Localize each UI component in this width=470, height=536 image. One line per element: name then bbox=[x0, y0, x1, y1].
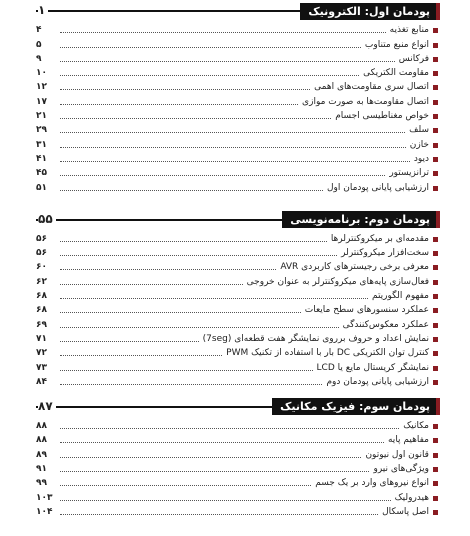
entry-page-number: ۱۲ bbox=[36, 82, 47, 93]
entry-title: معرفی برخی رجیسترهای کاربردی AVR bbox=[280, 262, 429, 273]
section-item-list bbox=[36, 418, 440, 518]
square-bullet-icon bbox=[433, 467, 438, 472]
toc-entry[interactable] bbox=[36, 288, 440, 302]
dot-leader bbox=[60, 514, 378, 515]
section-title: پودمان اول: الکترونیک bbox=[300, 3, 440, 20]
entry-title: خواص مغناطیسی اجسام bbox=[335, 111, 429, 122]
toc-entry[interactable] bbox=[36, 36, 440, 50]
section-title: پودمان سوم: فیزیک مکانیک bbox=[272, 398, 440, 415]
entry-title: ارزشیابی پایانی پودمان دوم bbox=[326, 376, 429, 387]
square-bullet-icon bbox=[433, 280, 438, 285]
entry-page-number: ۶۰ bbox=[36, 262, 47, 273]
entry-title: مکانیک bbox=[403, 421, 429, 432]
entry-page-number: ۵۱ bbox=[36, 182, 47, 193]
section-page-number: ۵۵ bbox=[38, 212, 56, 227]
dot-leader bbox=[60, 255, 337, 256]
square-bullet-icon bbox=[433, 143, 438, 148]
dot-leader bbox=[60, 384, 322, 385]
entry-title: نمایش اعداد و حروف برروی نمایشگر هفت قطعه‌ای (7seg) bbox=[202, 333, 429, 344]
toc-entry[interactable] bbox=[36, 489, 440, 503]
toc-entry[interactable] bbox=[36, 65, 440, 79]
toc-section bbox=[36, 211, 440, 388]
entry-page-number: ۸۸ bbox=[36, 435, 47, 446]
square-bullet-icon bbox=[433, 237, 438, 242]
dot-leader bbox=[60, 355, 222, 356]
toc-entry[interactable] bbox=[36, 179, 440, 193]
square-bullet-icon bbox=[433, 380, 438, 385]
square-bullet-icon bbox=[433, 351, 438, 356]
entry-title: سلف bbox=[409, 125, 429, 136]
dot-leader bbox=[60, 61, 395, 62]
dot-leader bbox=[60, 471, 369, 472]
entry-title: اتصال مقاومت‌ها به صورت موازی bbox=[302, 96, 429, 107]
entry-page-number: ۱۰۳ bbox=[36, 492, 53, 503]
square-bullet-icon bbox=[433, 366, 438, 371]
square-bullet-icon bbox=[433, 71, 438, 76]
toc-entry[interactable] bbox=[36, 504, 440, 518]
dot-leader bbox=[60, 485, 311, 486]
square-bullet-icon bbox=[433, 510, 438, 515]
toc-entry[interactable] bbox=[36, 446, 440, 460]
entry-title: سخت‌افزار میکروکنترلر bbox=[341, 248, 429, 259]
dot-leader bbox=[60, 118, 331, 119]
square-bullet-icon bbox=[433, 337, 438, 342]
entry-page-number: ۵۶ bbox=[36, 248, 47, 259]
square-bullet-icon bbox=[433, 43, 438, 48]
toc-entry[interactable] bbox=[36, 374, 440, 388]
toc-entry[interactable] bbox=[36, 359, 440, 373]
toc-entry[interactable] bbox=[36, 165, 440, 179]
toc-entry[interactable] bbox=[36, 22, 440, 36]
square-bullet-icon bbox=[433, 481, 438, 486]
section-title: پودمان دوم: برنامه‌نویسی bbox=[282, 211, 440, 228]
entry-title: انواع نیروهای وارد بر یک جسم bbox=[315, 478, 429, 489]
entry-page-number: ۱۰ bbox=[36, 68, 47, 79]
square-bullet-icon bbox=[433, 114, 438, 119]
entry-page-number: ۵ bbox=[36, 39, 42, 50]
entry-page-number: ۲۹ bbox=[36, 125, 47, 136]
entry-title: فرکانس bbox=[398, 53, 429, 64]
square-bullet-icon bbox=[433, 85, 438, 90]
toc-entry[interactable] bbox=[36, 259, 440, 273]
dot-leader bbox=[60, 32, 386, 33]
entry-title: قانون اول نیوتون bbox=[365, 449, 429, 460]
entry-title: عملکرد معکوس‌کنندگی bbox=[342, 319, 429, 330]
square-bullet-icon bbox=[433, 171, 438, 176]
toc-entry[interactable] bbox=[36, 93, 440, 107]
toc-entry[interactable] bbox=[36, 432, 440, 446]
dot-leader bbox=[60, 284, 243, 285]
toc-entry[interactable] bbox=[36, 231, 440, 245]
toc-entry[interactable] bbox=[36, 136, 440, 150]
entry-page-number: ۶۲ bbox=[36, 276, 47, 287]
dot-leader bbox=[60, 298, 368, 299]
toc-entry[interactable] bbox=[36, 418, 440, 432]
section-item-list bbox=[36, 22, 440, 194]
dot-leader bbox=[60, 312, 301, 313]
square-bullet-icon bbox=[433, 496, 438, 501]
toc-entry[interactable] bbox=[36, 302, 440, 316]
toc-entry[interactable] bbox=[36, 316, 440, 330]
section-heading[interactable] bbox=[36, 2, 440, 20]
square-bullet-icon bbox=[433, 453, 438, 458]
square-bullet-icon bbox=[433, 424, 438, 429]
square-bullet-icon bbox=[433, 128, 438, 133]
square-bullet-icon bbox=[433, 323, 438, 328]
toc-entry[interactable] bbox=[36, 273, 440, 287]
entry-page-number: ۸۴ bbox=[36, 376, 47, 387]
dot-leader bbox=[60, 241, 327, 242]
square-bullet-icon bbox=[433, 100, 438, 105]
entry-title: ارزشیابی پایانی پودمان اول bbox=[326, 182, 429, 193]
table-of-contents bbox=[36, 0, 440, 518]
square-bullet-icon bbox=[433, 186, 438, 191]
entry-page-number: ۹ bbox=[36, 53, 42, 64]
section-item-list bbox=[36, 231, 440, 388]
toc-entry[interactable] bbox=[36, 345, 440, 359]
dot-leader bbox=[60, 147, 406, 148]
dot-leader bbox=[60, 428, 399, 429]
dot-leader bbox=[60, 89, 310, 90]
entry-title: هیدرولیک bbox=[394, 492, 429, 503]
dot-leader bbox=[60, 104, 298, 105]
entry-page-number: ۲۱ bbox=[36, 111, 47, 122]
entry-page-number: ۸۹ bbox=[36, 449, 47, 460]
toc-entry[interactable] bbox=[36, 245, 440, 259]
entry-page-number: ۶۹ bbox=[36, 319, 47, 330]
toc-entry[interactable] bbox=[36, 122, 440, 136]
square-bullet-icon bbox=[433, 157, 438, 162]
entry-title: عملکرد سنسورهای سطح مایعات bbox=[304, 305, 429, 316]
entry-page-number: ۱۷ bbox=[36, 96, 47, 107]
entry-page-number: ۴ bbox=[36, 25, 42, 36]
square-bullet-icon bbox=[433, 294, 438, 299]
entry-page-number: ۶۸ bbox=[36, 291, 47, 302]
entry-title: انواع منبع متناوب bbox=[364, 39, 429, 50]
square-bullet-icon bbox=[433, 308, 438, 313]
dot-leader bbox=[60, 370, 313, 371]
entry-title: ترانزیستور bbox=[389, 168, 429, 179]
entry-page-number: ۶۸ bbox=[36, 305, 47, 316]
entry-page-number: ۷۱ bbox=[36, 333, 47, 344]
toc-entry[interactable] bbox=[36, 79, 440, 93]
entry-title: منابع تغذیه bbox=[389, 25, 429, 36]
entry-page-number: ۴۵ bbox=[36, 168, 47, 179]
entry-title: مقدمه‌ای بر میکروکنترلرها bbox=[330, 233, 429, 244]
dot-leader bbox=[60, 327, 339, 328]
dot-leader bbox=[60, 132, 405, 133]
square-bullet-icon bbox=[433, 265, 438, 270]
toc-entry[interactable] bbox=[36, 51, 440, 65]
dot-leader bbox=[60, 442, 384, 443]
entry-page-number: ۳۱ bbox=[36, 139, 47, 150]
entry-page-number: ۵۶ bbox=[36, 233, 47, 244]
dot-leader bbox=[60, 175, 385, 176]
toc-entry[interactable] bbox=[36, 475, 440, 489]
toc-section bbox=[36, 398, 440, 518]
entry-page-number: ۷۲ bbox=[36, 348, 47, 359]
entry-title: مقاومت الکتریکی bbox=[363, 68, 429, 79]
section-page-number: ۸۷ bbox=[38, 399, 56, 414]
dot-leader bbox=[60, 269, 276, 270]
entry-title: نمایشگر کریستال مایع یا LCD bbox=[316, 362, 429, 373]
dot-leader bbox=[60, 457, 361, 458]
entry-page-number: ۹۹ bbox=[36, 478, 47, 489]
entry-title: اصل پاسکال bbox=[382, 506, 429, 517]
dot-leader bbox=[60, 47, 361, 48]
section-page-number: ۱ bbox=[38, 3, 48, 18]
square-bullet-icon bbox=[433, 28, 438, 33]
entry-title: دیود bbox=[413, 153, 429, 164]
entry-page-number: ۸۸ bbox=[36, 421, 47, 432]
entry-title: مفهوم الگوریتم bbox=[371, 291, 429, 302]
section-heading[interactable] bbox=[36, 211, 440, 229]
entry-page-number: ۷۳ bbox=[36, 362, 47, 373]
dot-leader bbox=[60, 161, 410, 162]
entry-title: ویژگی‌های نیرو bbox=[373, 464, 429, 475]
dot-leader bbox=[60, 190, 323, 191]
entry-page-number: ۱۰۴ bbox=[36, 506, 53, 517]
toc-entry[interactable] bbox=[36, 331, 440, 345]
toc-entry[interactable] bbox=[36, 461, 440, 475]
square-bullet-icon bbox=[433, 57, 438, 62]
square-bullet-icon bbox=[433, 251, 438, 256]
entry-title: اتصال سری مقاومت‌های اهمی bbox=[314, 82, 429, 93]
entry-title: خازن bbox=[409, 139, 429, 150]
dot-leader bbox=[60, 500, 391, 501]
toc-section bbox=[36, 2, 440, 194]
entry-title: فعال‌سازی پایه‌های میکروکنترلر به عنوان خروجی bbox=[246, 276, 429, 287]
entry-title: کنترل توان الکتریکی DC بار با استفاده از تکنیک PWM bbox=[226, 348, 429, 359]
section-heading[interactable] bbox=[36, 398, 440, 416]
toc-entry[interactable] bbox=[36, 108, 440, 122]
entry-title: مفاهیم پایه bbox=[387, 435, 429, 446]
toc-entry[interactable] bbox=[36, 151, 440, 165]
dot-leader bbox=[60, 75, 359, 76]
dot-leader bbox=[60, 341, 199, 342]
entry-page-number: ۴۱ bbox=[36, 153, 47, 164]
entry-page-number: ۹۱ bbox=[36, 464, 47, 475]
square-bullet-icon bbox=[433, 438, 438, 443]
